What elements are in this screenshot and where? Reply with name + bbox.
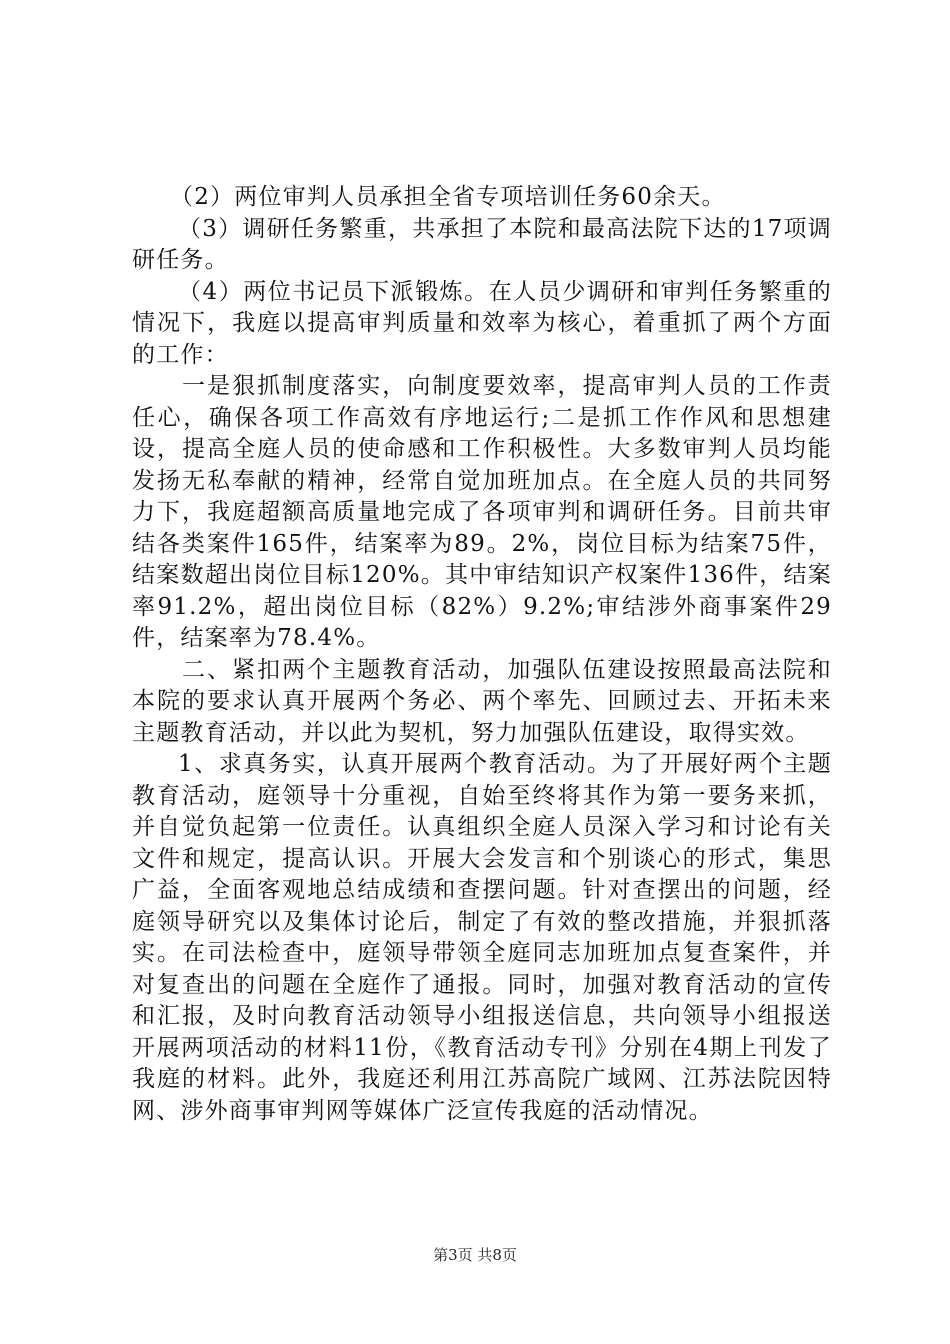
paragraph-4: （4）两位书记员下派锻炼。在人员少调研和审判任务繁重的情况下，我庭以提高审判质量和效率为核心，着重抓了两个方面的工作： [132,278,832,368]
paragraph-education-activity: 1、求真务实，认真开展两个教育活动。为了开展好两个主题教育活动，庭领导十分重视，自始至终将其作为第一要务来抓，并自觉负起第一位责任。认真组织全庭人员深入学习和讨论有关文件和规定，提高认识。开展大会发言和个别谈心的形式，集思广益，全面客观地总结成绩和查摆问题。针对查摆出的问题，经庭领导研究以及集体讨论后，制定了有效的整改措施，并狠抓落实。在司法检查中，庭领导带领全庭同志加班加点复查案件，并对复查出的问题在全庭作了通报。同时，加强对教育活动的宣传和汇报，及时向教育活动领导小组报送信息，共向领导小组报送开展两项活动的材料11份，《教育活动专刊》分别在4期上刊发了我庭的材料。此外，我庭还利用江苏高院广域网、江苏法院因特网、涉外商事审判网等媒体广泛宣传我庭的活动情况。 [132,751,832,1124]
document-body [132,182,832,1127]
page-footer [0,1244,950,1265]
paragraph-2: （2）两位审判人员承担全省专项培训任务60余天。 [170,184,726,210]
page-number-label: 第3页 共8页 [433,1246,517,1264]
paragraph-section-two: 二、紧扣两个主题教育活动，加强队伍建设按照最高法院和本院的要求认真开展两个务必、两个率先、回顾过去、开拓未来主题教育活动，并以此为契机，努力加强队伍建设，取得实效。 [132,656,832,746]
paragraph-work-summary: 一是狠抓制度落实，向制度要效率，提高审判人员的工作责任心，确保各项工作高效有序地运行;二是抓工作作风和思想建设，提高全庭人员的使命感和工作积极性。大多数审判人员均能发扬无私奉献的精神，经常自觉加班加点。在全庭人员的共同努力下，我庭超额高质量地完成了各项审判和调研任务。目前共审结各类案件165件，结案率为89。2%，岗位目标为结案75件，结案数超出岗位目标120%。其中审结知识产权案件136件，结案率91.2%，超出岗位目标（82%）9.2%;审结涉外商事案件29件，结案率为78.4%。 [132,373,832,651]
paragraph-3: （3）调研任务繁重，共承担了本院和最高法院下达的17项调研任务。 [132,215,832,273]
